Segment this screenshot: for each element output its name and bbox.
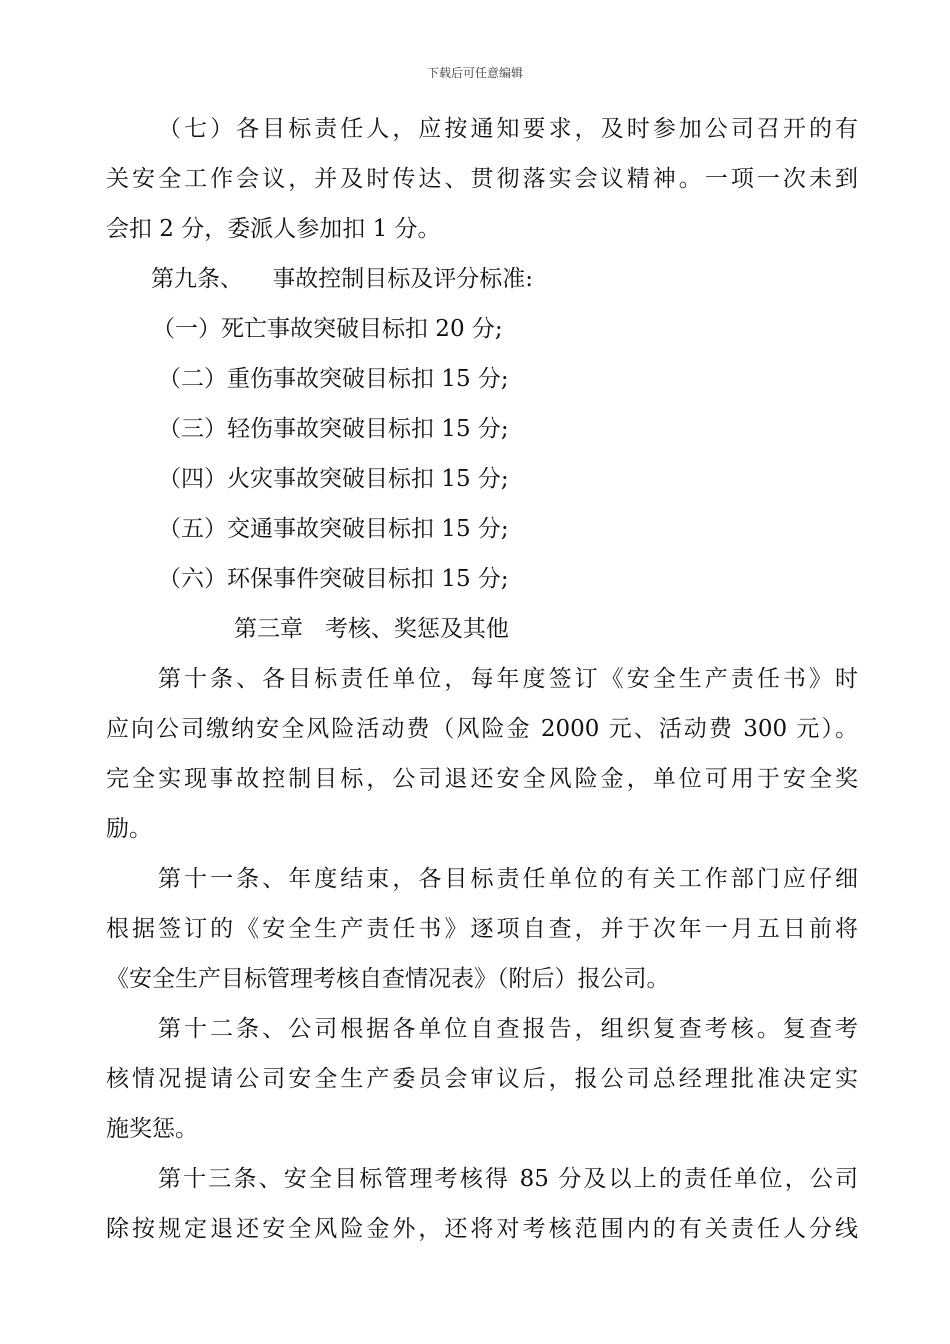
paragraph-line: 第十一条、年度结束，各目标责任单位的有关工作部门应仔细 xyxy=(158,866,858,892)
paragraph-line: 施奖惩。 xyxy=(106,1116,198,1142)
paragraph-line: 核情况提请公司安全生产委员会审议后，报公司总经理批准决定实 xyxy=(106,1066,858,1092)
paragraph-line: 关安全工作会议，并及时传达、贯彻落实会议精神。一项一次未到 xyxy=(106,166,858,192)
list-item: （六）环保事件突破目标扣 15 分; xyxy=(158,566,509,592)
paragraph-line: （七）各目标责任人，应按通知要求，及时参加公司召开的有 xyxy=(158,116,858,142)
page-header: 下载后可任意编辑 xyxy=(426,66,523,80)
paragraph-line: 第十二条、公司根据各单位自查报告，组织复查考核。复查考 xyxy=(158,1016,858,1042)
paragraph-line: 会扣 2 分，委派人参加扣 1 分。 xyxy=(106,216,441,242)
document-body xyxy=(106,104,858,1254)
paragraph-line: 根据签订的《安全生产责任书》逐项自查，并于次年一月五日前将 xyxy=(106,916,858,942)
paragraph-line: 励。 xyxy=(106,816,152,842)
paragraph-line: 第十条、各目标责任单位，每年度签订《安全生产责任书》时 xyxy=(158,666,858,692)
paragraph-line: 完全实现事故控制目标，公司退还安全风险金，单位可用于安全奖 xyxy=(106,766,858,792)
list-item: （五）交通事故突破目标扣 15 分; xyxy=(158,516,509,542)
list-item: （一）死亡事故突破目标扣 20 分; xyxy=(152,316,503,342)
paragraph-line: 《安全生产目标管理考核自查情况表》（附后）报公司。 xyxy=(106,966,670,992)
paragraph-line: 应向公司缴纳安全风险活动费（风险金 2000 元、活动费 300 元）。 xyxy=(106,716,858,742)
article-heading: 第九条、 事故控制目标及评分标准: xyxy=(151,266,533,292)
list-item: （四）火灾事故突破目标扣 15 分; xyxy=(158,466,509,492)
list-item: （三）轻伤事故突破目标扣 15 分; xyxy=(158,416,509,442)
list-item: （二）重伤事故突破目标扣 15 分; xyxy=(158,366,509,392)
paragraph-line: 除按规定退还安全风险金外，还将对考核范围内的有关责任人分线 xyxy=(106,1216,858,1242)
paragraph-line: 第十三条、安全目标管理考核得 85 分及以上的责任单位，公司 xyxy=(158,1166,858,1192)
chapter-heading: 第三章 考核、奖惩及其他 xyxy=(234,616,509,642)
